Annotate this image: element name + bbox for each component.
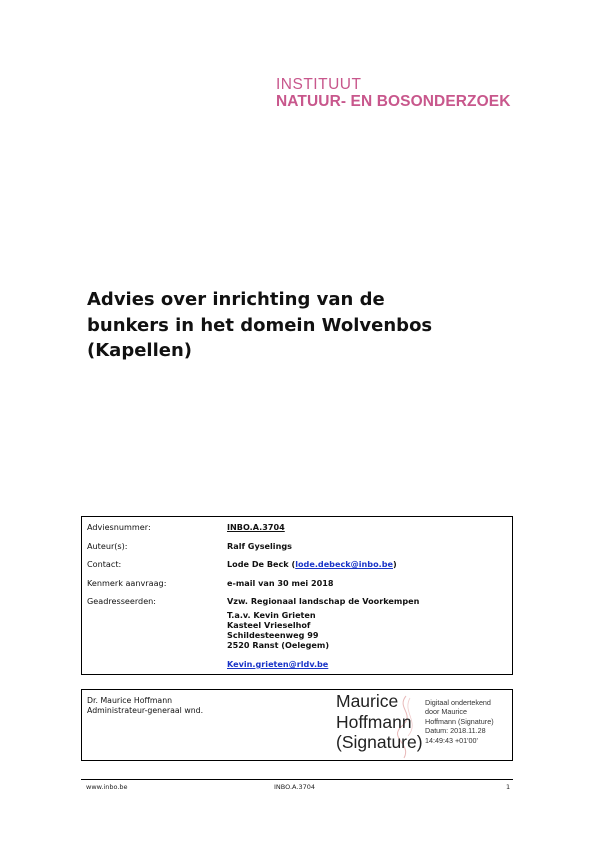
signature-large-line: Maurice <box>336 691 399 711</box>
contact-email-link[interactable]: lode.debeck@inbo.be <box>295 559 393 569</box>
digital-line: Datum: 2018.11.28 <box>425 726 486 736</box>
digital-signature-info <box>425 698 494 745</box>
adviesnummer-label: Adviesnummer: <box>87 522 151 532</box>
address-line: Kasteel Vrieselhof <box>227 620 311 630</box>
digital-line: Hoffmann (Signature) <box>425 716 494 726</box>
title-line-3: (Kapellen) <box>87 340 193 361</box>
geadresseerden-email-link[interactable]: Kevin.grieten@rldv.be <box>227 659 329 669</box>
document-title <box>87 287 517 364</box>
address-line: Schildesteenweg 99 <box>227 630 319 640</box>
logo-line-1: INSTITUUT <box>276 76 362 93</box>
footer-website: www.inbo.be <box>86 783 128 791</box>
digital-line: door Maurice <box>425 707 467 717</box>
address-lines <box>227 610 329 650</box>
contact-value <box>227 559 397 569</box>
footer-reference: INBO.A.3704 <box>274 783 315 791</box>
address-line: 2520 Ranst (Oelegem) <box>227 640 330 650</box>
geadresseerden-label: Geadresseerden: <box>87 596 157 606</box>
signature-large-line: Hoffmann <box>336 711 412 732</box>
footer-page-number: 1 <box>506 783 511 791</box>
logo-line-2: NATUUR- EN BOSONDERZOEK <box>276 93 511 110</box>
signature-large-line: (Signature) <box>336 732 423 752</box>
title-line-1: Advies over inrichting van de <box>87 289 385 310</box>
contact-label: Contact: <box>87 559 122 569</box>
digital-line: 14:49:43 +01'00' <box>425 735 478 745</box>
metadata-box <box>81 516 513 675</box>
signature-box <box>81 689 513 761</box>
auteur-value: Ralf Gyselings <box>227 541 292 551</box>
inbo-logo <box>276 76 511 111</box>
auteur-label: Auteur(s): <box>87 541 128 551</box>
geadresseerden-org: Vzw. Regionaal landschap de Voorkempen <box>227 596 420 606</box>
title-line-2: bunkers in het domein Wolvenbos <box>87 314 433 336</box>
signature-name-large <box>336 691 423 753</box>
contact-close: ) <box>392 559 397 569</box>
address-line: T.a.v. Kevin Grieten <box>227 610 316 620</box>
signatory-role: Administrateur-generaal wnd. <box>87 706 204 715</box>
footer-divider <box>81 779 513 780</box>
kenmerk-value: e-mail van 30 mei 2018 <box>227 578 334 588</box>
digital-line: Digitaal ondertekend <box>425 698 491 707</box>
signatory <box>87 696 203 716</box>
contact-name: Lode De Beck ( <box>227 559 296 569</box>
kenmerk-label: Kenmerk aanvraag: <box>87 578 167 588</box>
signatory-name: Dr. Maurice Hoffmann <box>87 696 173 705</box>
adviesnummer-value: INBO.A.3704 <box>227 522 285 532</box>
